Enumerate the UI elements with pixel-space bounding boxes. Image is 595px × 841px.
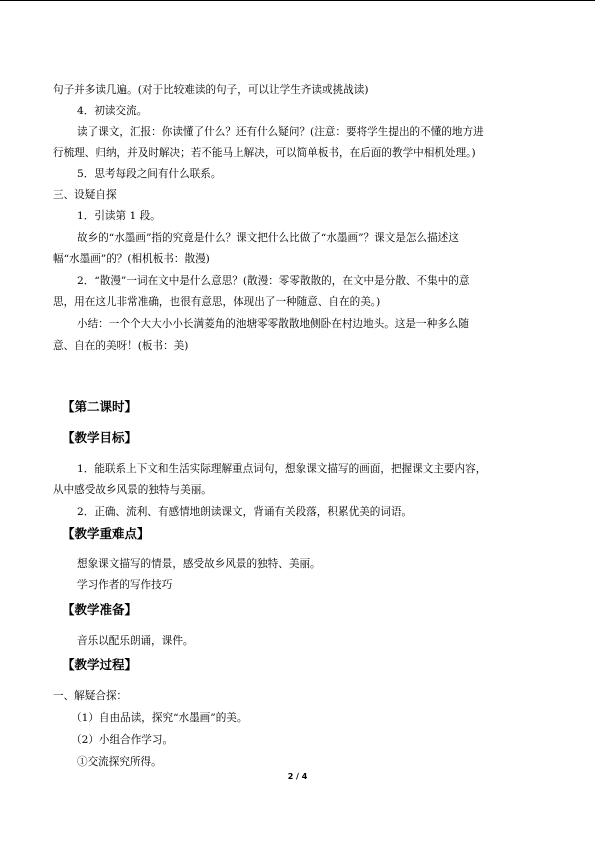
lesson-title: 【第二课时】 (62, 399, 138, 414)
text-line: 2．“散漫”一词在文中是什么意思？(散漫：零零散散的，在文中是分散、不集中的意 (77, 275, 470, 287)
key-point-line: 学习作者的写作技巧 (77, 579, 173, 591)
text-line: 幅“水墨画”的？(相机板书：散漫) (53, 253, 210, 265)
goals-heading: 【教学目标】 (62, 430, 138, 445)
goal-line: 1．能联系上下文和生活实际理解重点词句，想象课文描写的画面，把握课文主要内容， (77, 463, 487, 475)
text-line: 故乡的“水墨画”指的究竟是什么？课文把什么比做了“水墨画”？课文是怎么描述这 (77, 232, 459, 244)
text-line: 思，用在这儿非常准确，也很有意思，体现出了一种随意、自在的美。) (53, 296, 381, 308)
prep-line: 音乐以配乐朗诵，课件。 (77, 635, 194, 647)
text-line: 行梳理、归纳，并及时解决；若不能马上解决，可以简单板书，在后面的教学中相机处理。) (53, 147, 476, 159)
key-point-line: 想象课文描写的情景，感受故乡风景的独特、美丽。 (77, 558, 321, 570)
process-line: ①交流探究所得。 (77, 756, 162, 768)
text-line: 三、设疑自探 (53, 189, 117, 201)
prep-heading: 【教学准备】 (62, 602, 138, 617)
page-number: 2 / 4 (287, 772, 308, 781)
process-line: （2）小组合作学习。 (71, 734, 174, 746)
goal-line: 从中感受故乡风景的独特与美丽。 (53, 484, 212, 496)
text-line: 读了课文，汇报：你读懂了什么？还有什么疑问？(注意：要将学生提出的不懂的地方进 (77, 126, 484, 138)
text-line: 1．引读第 1 段。 (77, 210, 161, 222)
text-line: 句子并多读几遍。(对于比较难读的句子，可以让学生齐读或挑战读) (53, 84, 369, 96)
text-line: 5．思考每段之间有什么联系。 (77, 168, 222, 180)
process-line: 一、解疑合探： (53, 690, 128, 702)
text-line: 4．初读交流。 (77, 105, 148, 117)
process-heading: 【教学过程】 (62, 657, 138, 672)
text-line: 意、自在的美呀！(板书：美) (53, 340, 189, 352)
process-line: （1）自由品读，探究“水墨画”的美。 (71, 712, 248, 724)
goal-line: 2．正确、流利、有感情地朗读课文，背诵有关段落，积累优美的词语。 (77, 506, 413, 518)
text-line: 小结：一个个大大小小长满菱角的池塘零零散散地侧卧在村边地头。这是一种多么随 (77, 318, 469, 330)
key-points-heading: 【教学重难点】 (62, 526, 150, 541)
